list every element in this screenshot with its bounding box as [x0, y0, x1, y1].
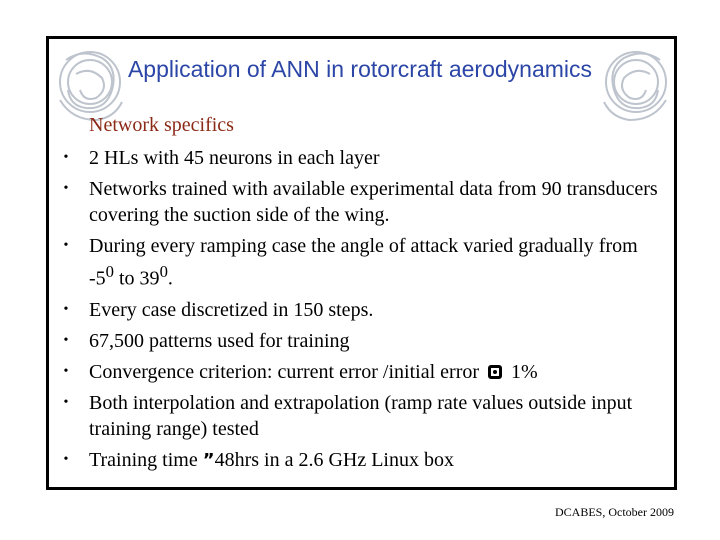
bullet-marker: •: [63, 238, 69, 253]
slide-title: Application of ANN in rotorcraft aerodynamics: [127, 56, 593, 82]
list-item: [60, 176, 660, 228]
bullet-marker: •: [63, 181, 69, 196]
bullet-text: Training time: [89, 448, 203, 471]
list-item: [60, 447, 660, 474]
bullet-text: 67,500 patterns used for training: [89, 329, 350, 352]
bullet-marker: •: [63, 451, 69, 467]
bullet-text: .: [167, 267, 173, 290]
le-symbol-icon: [488, 365, 502, 379]
list-item: [60, 328, 660, 354]
bullet-text: Both interpolation and extrapolation (ramp rate values outside input training range) tested: [89, 391, 633, 440]
approx-symbol: ”: [202, 449, 215, 471]
bullet-text: Convergence criterion: current error /initial error: [89, 360, 485, 383]
slide-footer: DCABES, October 2009: [555, 505, 674, 519]
bullet-marker: •: [63, 150, 69, 165]
list-item: [60, 233, 660, 292]
bullet-text: Networks trained with available experimental data from 90 transducers covering the suction side of the wing.: [89, 178, 658, 226]
bullet-text: 1%: [506, 360, 538, 383]
list-item: [60, 359, 660, 385]
bullet-marker: •: [63, 301, 69, 317]
seal-emblem-icon: [594, 40, 674, 130]
bullet-text: 48hrs in a 2.6 GHz Linux box: [214, 448, 454, 471]
bullet-text: to 39: [114, 267, 160, 290]
bullet-text: 2 HLs with 45 neurons in each layer: [89, 147, 380, 169]
bullet-marker: •: [63, 394, 69, 410]
bullet-text: Every case discretized in 150 steps.: [89, 298, 374, 321]
list-item: [60, 297, 660, 323]
bullet-marker: •: [63, 332, 69, 348]
superscript: 0: [105, 262, 114, 281]
bullet-text: During every ramping case the angle of attack varied gradually from -5: [89, 235, 638, 290]
bullet-list: [60, 145, 660, 479]
list-item: [60, 145, 660, 171]
list-item: [60, 390, 660, 442]
section-subheading: Network specifics: [89, 114, 234, 136]
bullet-marker: •: [63, 363, 69, 379]
superscript: 0: [159, 262, 168, 281]
